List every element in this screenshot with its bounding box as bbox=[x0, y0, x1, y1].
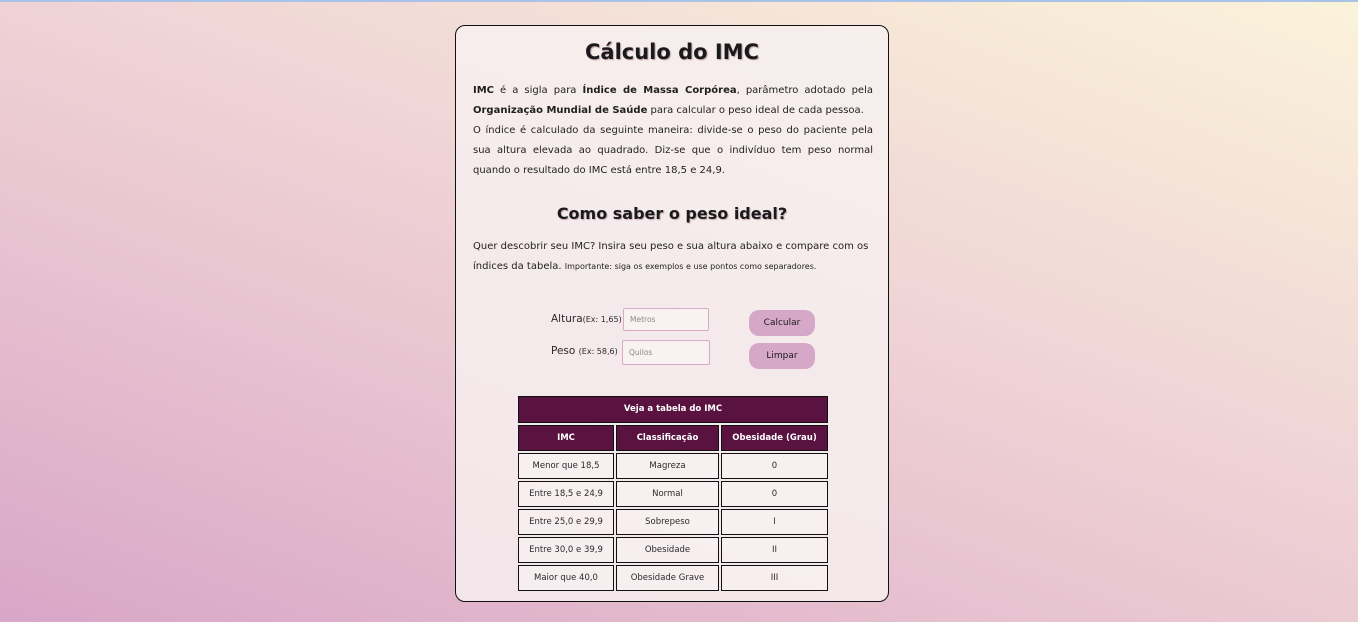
altura-label-text: Altura bbox=[551, 313, 583, 325]
intro-bold-2: Organização Mundial de Saúde bbox=[473, 105, 648, 116]
altura-example: (Ex: 1,65) bbox=[582, 315, 622, 324]
cell-classificacao: Magreza bbox=[616, 453, 719, 479]
cell-imc: Entre 25,0 e 29,9 bbox=[518, 509, 614, 535]
header-obesidade-grau: Obesidade (Grau) bbox=[721, 425, 828, 451]
altura-label bbox=[551, 313, 622, 325]
table-caption: Veja a tabela do IMC bbox=[518, 396, 828, 423]
intro-text-1: é a sigla para bbox=[494, 85, 583, 96]
peso-label bbox=[551, 345, 618, 357]
header-imc: IMC bbox=[518, 425, 614, 451]
cell-classificacao: Sobrepeso bbox=[616, 509, 719, 535]
cell-grau: 0 bbox=[721, 453, 828, 479]
instructions-text: Quer descobrir seu IMC? Insira seu peso e sua altura abaixo e compare com os índices da tabela. bbox=[473, 241, 869, 272]
browser-top-border bbox=[0, 0, 1358, 2]
intro-text-2: , parâmetro adotado pela bbox=[736, 85, 873, 96]
section-subtitle: Como saber o peso ideal? bbox=[556, 204, 788, 223]
cell-imc: Entre 30,0 e 39,9 bbox=[518, 537, 614, 563]
altura-input[interactable] bbox=[623, 308, 709, 331]
table-row bbox=[518, 537, 828, 563]
imc-card bbox=[455, 25, 889, 602]
limpar-button[interactable]: Limpar bbox=[749, 343, 815, 369]
cell-grau: 0 bbox=[721, 481, 828, 507]
intro-paragraph bbox=[473, 81, 873, 181]
peso-label-text: Peso bbox=[551, 345, 579, 357]
table-row bbox=[518, 565, 828, 591]
instructions-note: Importante: siga os exemplos e use pontos como separadores. bbox=[564, 262, 817, 271]
table-header-row bbox=[518, 425, 828, 451]
cell-grau: III bbox=[721, 565, 828, 591]
table-row bbox=[518, 509, 828, 535]
page-title: Cálculo do IMC bbox=[584, 40, 759, 64]
intro-bold-1: Índice de Massa Corpórea bbox=[582, 85, 737, 96]
cell-grau: II bbox=[721, 537, 828, 563]
table-row bbox=[518, 481, 828, 507]
cell-classificacao: Obesidade bbox=[616, 537, 719, 563]
cell-imc: Entre 18,5 e 24,9 bbox=[518, 481, 614, 507]
imc-table bbox=[516, 396, 830, 593]
cell-grau: I bbox=[721, 509, 828, 535]
cell-classificacao: Normal bbox=[616, 481, 719, 507]
instructions-paragraph bbox=[473, 237, 873, 277]
peso-input[interactable] bbox=[622, 340, 710, 365]
table-row bbox=[518, 453, 828, 479]
header-classificacao: Classificação bbox=[616, 425, 719, 451]
cell-classificacao: Obesidade Grave bbox=[616, 565, 719, 591]
intro-imc-bold: IMC bbox=[473, 85, 495, 96]
cell-imc: Menor que 18,5 bbox=[518, 453, 614, 479]
cell-imc: Maior que 40,0 bbox=[518, 565, 614, 591]
intro-text-formula: O índice é calculado da seguinte maneira: divide-se o peso do paciente pela sua altura elevada ao quadrado. Diz-se que o indivíduo tem peso normal quando o resultado do IMC está entre 18,5 e 24,9. bbox=[473, 125, 873, 176]
calcular-button[interactable]: Calcular bbox=[749, 310, 815, 336]
peso-example: (Ex: 58,6) bbox=[578, 347, 618, 356]
intro-text-3: para calcular o peso ideal de cada pessoa. bbox=[647, 105, 864, 116]
